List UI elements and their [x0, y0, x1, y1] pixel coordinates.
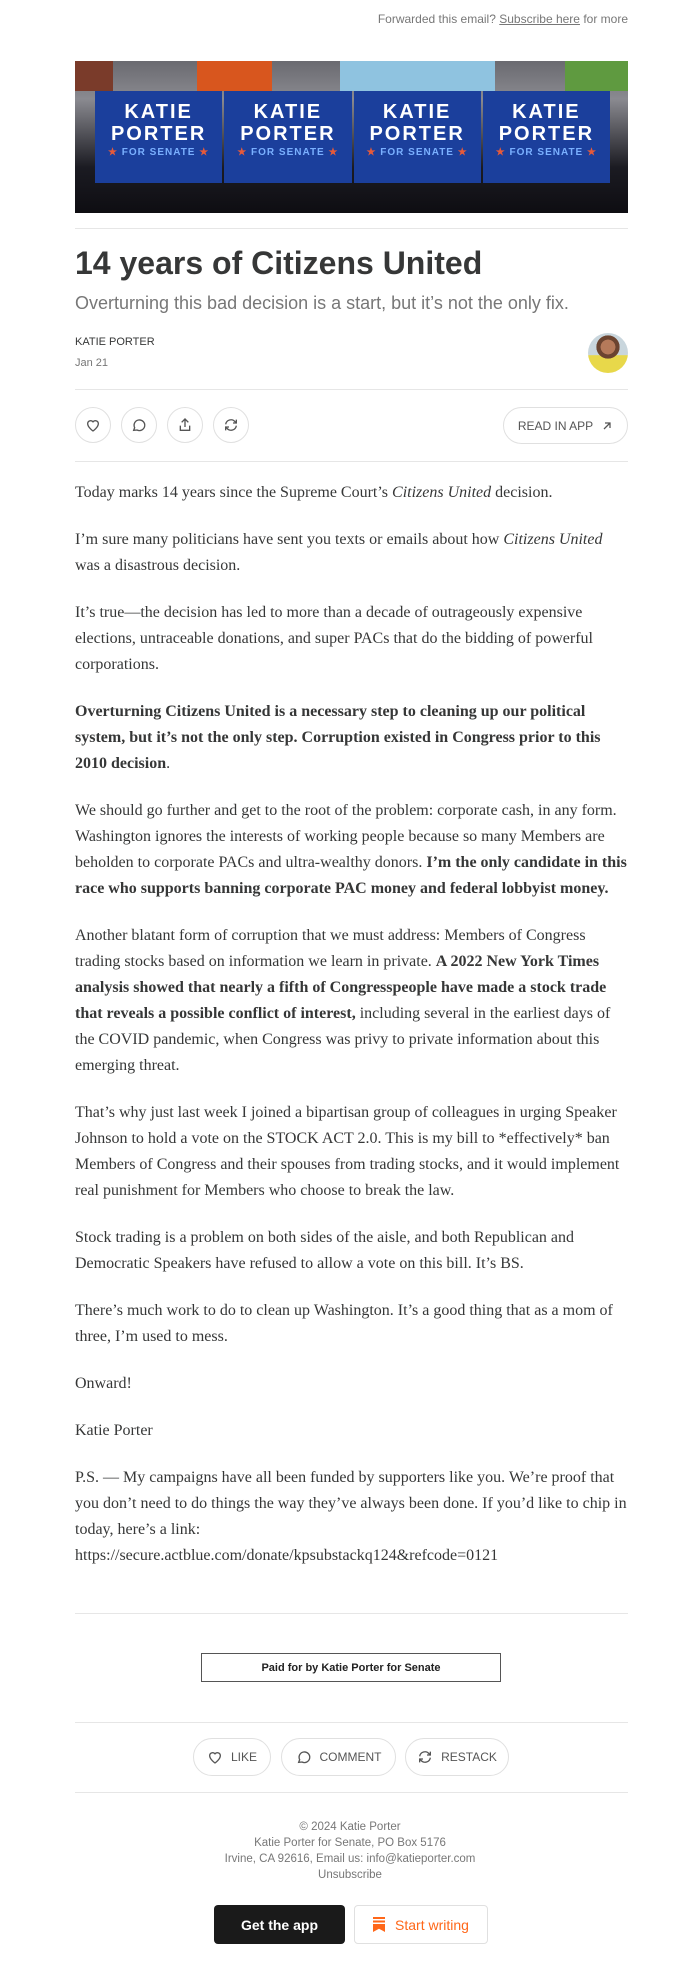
post-subtitle: Overturning this bad decision is a start, but it’s not the only fix.: [75, 293, 569, 313]
wall-art: [565, 61, 628, 91]
author-name[interactable]: KATIE PORTER: [75, 336, 155, 348]
read-in-app-button[interactable]: [503, 407, 628, 444]
address-line: Irvine, CA 92616, Email us: info@katieporter.com: [224, 1853, 476, 1865]
wall-art: [197, 61, 272, 91]
postscript: P.S. — My campaigns have all been funded by supporters like you. We’re proof that you don’t need to do things the way they’ve always been done. If you’d like to chip in today, here’s a link: https://secure.actblue.com/donate/kpsubstackq124&refcode=0121: [75, 1469, 627, 1564]
campaign-signs: [95, 91, 610, 183]
copyright: © 2024 Katie Porter: [299, 1821, 401, 1833]
divider: [75, 1613, 628, 1614]
paragraph: Stock trading is a problem on both sides of the aisle, and both Republican and Democratic Speakers have refused to allow a vote on this bill. It’s BS.: [75, 1229, 575, 1272]
unsubscribe-link[interactable]: Unsubscribe: [318, 1869, 382, 1881]
address-line: Katie Porter for Senate, PO Box 5176: [254, 1837, 446, 1849]
restack-icon: [223, 417, 239, 433]
arrow-up-right-icon: [601, 420, 613, 432]
paragraph: There’s much work to do to clean up Washington. It’s a good thing that as a mom of three, I’m used to mess.: [75, 1302, 613, 1345]
heart-icon: [207, 1749, 223, 1765]
campaign-sign: KATIE PORTER ★ FOR SENATE ★: [95, 91, 222, 183]
hero-image: [75, 61, 628, 213]
comment-icon: [296, 1749, 312, 1765]
restack-pill-button[interactable]: [405, 1738, 509, 1776]
paragraph: Onward!: [75, 1375, 132, 1392]
get-the-app-button[interactable]: Get the app: [214, 1905, 345, 1944]
avatar[interactable]: [588, 333, 628, 373]
wall-art: [75, 61, 113, 91]
substack-logo-icon: [373, 1917, 385, 1932]
paid-for-disclaimer: Paid for by Katie Porter for Senate: [201, 1653, 501, 1682]
comment-pill-button[interactable]: [281, 1738, 396, 1776]
heart-icon: [85, 417, 101, 433]
like-pill-button[interactable]: [193, 1738, 271, 1776]
divider: [75, 1722, 628, 1723]
forwarded-prefix: Forwarded this email?: [377, 12, 496, 26]
campaign-sign: KATIE PORTER ★ FOR SENATE ★: [224, 91, 351, 183]
comment-icon: [131, 417, 147, 433]
share-button[interactable]: [167, 407, 203, 443]
restack-button[interactable]: [213, 407, 249, 443]
paragraph: I’m sure many politicians have sent you texts or emails about how Citizens United was a disastrous decision.: [75, 531, 603, 574]
post-date: Jan 21: [75, 357, 109, 369]
comment-button[interactable]: [121, 407, 157, 443]
restack-label: RESTACK: [441, 1750, 497, 1764]
start-writing-label: Start writing: [395, 1916, 469, 1933]
like-button[interactable]: [75, 407, 111, 443]
campaign-sign: KATIE PORTER ★ FOR SENATE ★: [354, 91, 481, 183]
paragraph: Today marks 14 years since the Supreme Court’s Citizens United decision.: [75, 484, 553, 501]
paragraph: Another blatant form of corruption that we must address: Members of Congress trading stocks based on information we learn in private. A 2022 New York Times analysis showed that nearly a fifth of Congresspeople have made a stock trade that reveals a possible conflict of interest, including several in the earliest days of the COVID pandemic, when Congress was privy to private information about this emerging threat.: [75, 927, 611, 1074]
campaign-sign: KATIE PORTER ★ FOR SENATE ★: [483, 91, 610, 183]
divider: [75, 228, 628, 229]
paragraph: Overturning Citizens United is a necessary step to cleaning up our political system, but it’s not the only step. Corruption existed in Congress prior to this 2010 decision.: [75, 703, 601, 772]
signature: Katie Porter: [75, 1422, 153, 1439]
paragraph: That’s why just last week I joined a bipartisan group of colleagues in urging Speaker Johnson to hold a vote on the STOCK ACT 2.0. This is my bill to *effectively* ban Members of Congress and their spouses from trading stocks, and it would implement real punishment for Members who choose to break the law.: [75, 1104, 620, 1199]
post-title[interactable]: 14 years of Citizens United: [75, 245, 483, 281]
comment-label: COMMENT: [319, 1750, 382, 1764]
subscribe-link[interactable]: Subscribe here: [499, 12, 580, 26]
divider: [75, 1792, 628, 1793]
forwarded-suffix: for more: [583, 12, 628, 26]
restack-icon: [417, 1749, 433, 1765]
forwarded-notice: [378, 12, 628, 26]
donate-link[interactable]: https://secure.actblue.com/donate/kpsubstackq124&refcode=0121: [75, 1547, 499, 1564]
read-in-app-label: READ IN APP: [517, 418, 594, 433]
footer: [0, 1819, 700, 1883]
wall-art: [340, 61, 495, 91]
post-body: [75, 480, 628, 1590]
start-writing-button[interactable]: [354, 1905, 488, 1944]
like-label: LIKE: [230, 1750, 257, 1764]
paragraph: We should go further and get to the root of the problem: corporate cash, in any form. Washington ignores the interests of working people because so many Members are beholden to corporate PACs and ultra-wealthy donors. I’m the only candidate in this race who supports banning corporate PAC money and federal lobbyist money.: [75, 802, 627, 897]
share-icon: [177, 417, 193, 433]
paragraph: It’s true—the decision has led to more than a decade of outrageously expensive elections, untraceable donations, and super PACs that do the bidding of powerful corporations.: [75, 604, 593, 673]
divider: [75, 389, 628, 390]
divider: [75, 461, 628, 462]
